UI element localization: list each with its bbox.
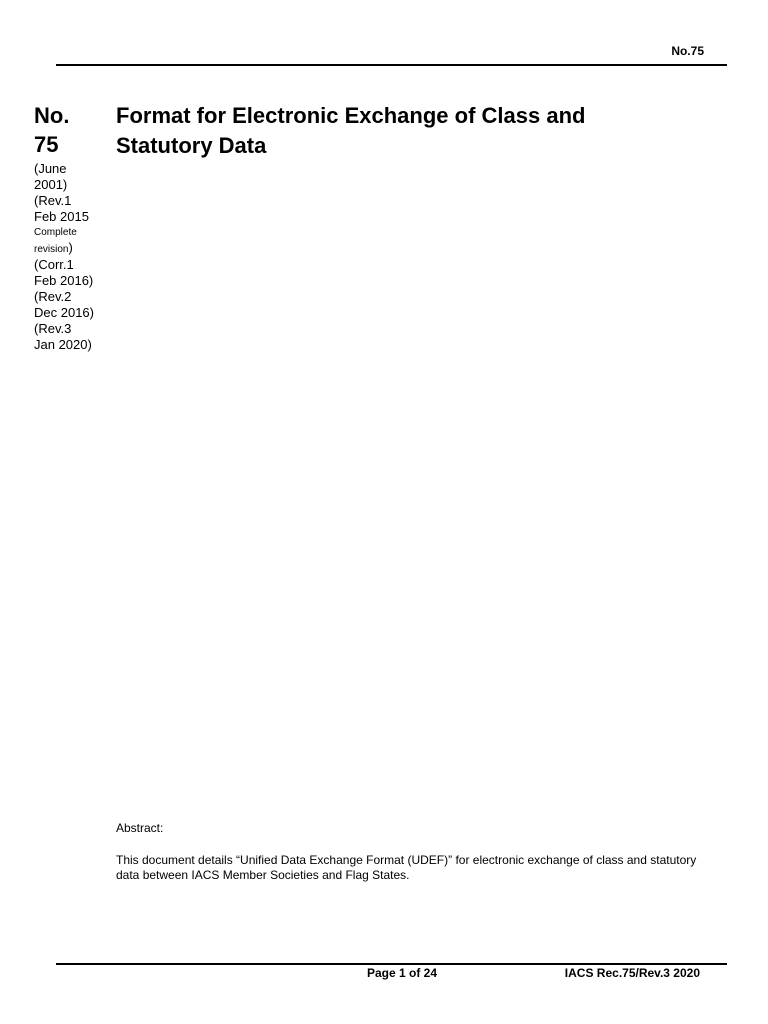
history-line: (Corr.1 [34, 257, 74, 272]
history-line: 2001) [34, 177, 68, 192]
title-line-2: Statutory Data [116, 133, 267, 158]
rec-no-label: No. [34, 103, 70, 128]
abstract-label: Abstract: [116, 821, 164, 835]
footer-reference: IACS Rec.75/Rev.3 2020 [564, 966, 700, 980]
document-title [116, 101, 716, 161]
history-line: Jan 2020) [34, 337, 92, 352]
history-line: (Rev.3 [34, 321, 72, 336]
header-divider [56, 64, 727, 66]
history-line: Complete [34, 227, 77, 238]
history-line: Dec 2016) [34, 305, 94, 320]
history-revision-paren: ) [68, 240, 73, 255]
footer-divider [56, 963, 727, 965]
revision-history [34, 161, 110, 353]
header-doc-number: No.75 [671, 44, 704, 58]
title-line-1: Format for Electronic Exchange of Class and [116, 103, 586, 128]
abstract-section [116, 821, 716, 883]
history-revision-word: revision [34, 244, 69, 255]
history-line-revision [34, 240, 110, 257]
abstract-text: This document details “Unified Data Exchange Format (UDEF)” for electronic exchange of class and statutory data between IACS Member Societies and Flag States. [116, 853, 697, 882]
history-line: Feb 2016) [34, 273, 94, 288]
left-column [34, 101, 110, 353]
history-line: (June [34, 161, 67, 176]
footer-page-number: Page 1 of 24 [367, 966, 438, 980]
history-line: Feb 2015 [34, 209, 89, 224]
rec-no-value: 75 [34, 132, 59, 157]
history-line: (Rev.2 [34, 289, 72, 304]
history-line: (Rev.1 [34, 193, 72, 208]
recommendation-number [34, 101, 110, 159]
